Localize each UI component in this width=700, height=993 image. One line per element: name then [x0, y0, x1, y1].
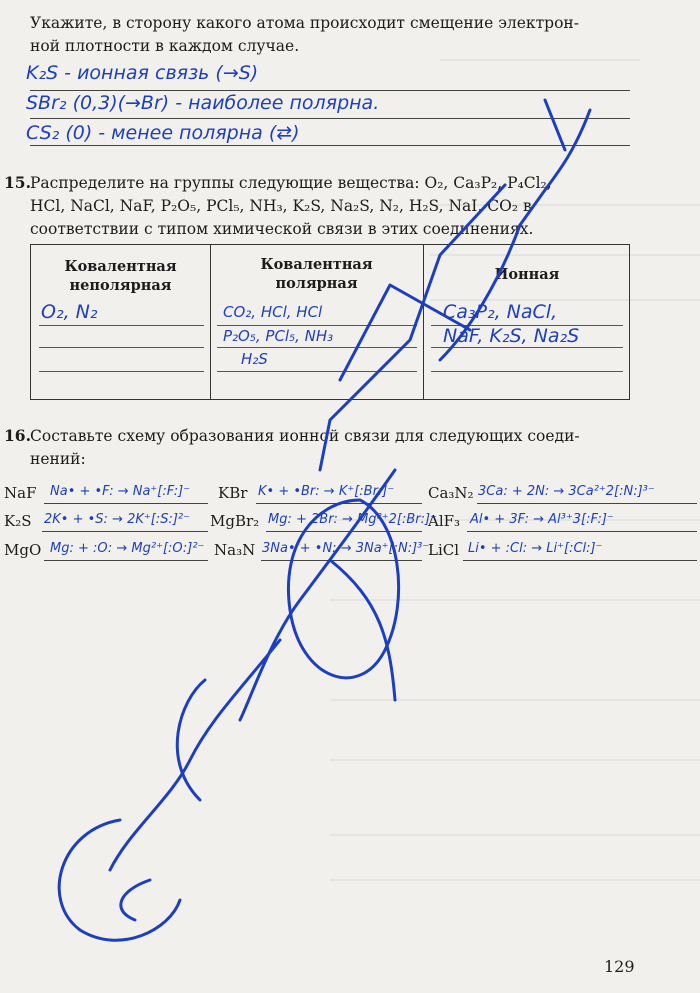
task-15-number: 15. — [4, 173, 31, 192]
task-16-number: 16. — [4, 426, 31, 445]
answer-line — [44, 560, 208, 561]
scheme-k2s: 2K• + •S: → 2K⁺[:S:]²⁻ — [44, 512, 190, 527]
task-15-line-1: Распределите на группы следующие вещества: O₂, Ca₃P₂, P₄Cl₂, — [30, 174, 552, 192]
handwritten-polar-1: CO₂, HCl, HCl — [223, 303, 323, 321]
scheme-kbr: K• + •Br: → K⁺[:Br:]⁻ — [258, 484, 395, 499]
handwritten-polar-2: P₂O₅, PCl₅, NH₃ — [223, 327, 334, 345]
handwritten-ionic-1: Ca₃P₂, NaCl, — [443, 301, 558, 323]
table-answer-line — [217, 325, 417, 326]
scheme-naf: Na• + •F: → Na⁺[:F:]⁻ — [50, 484, 191, 499]
formula-mgo: MgO — [4, 541, 42, 559]
task-15-line-3: соответствии с типом химической связи в этих соединениях. — [30, 220, 534, 238]
answer-line — [261, 560, 422, 561]
answer-line — [30, 145, 630, 146]
scheme-mgbr2: Mg: + 2Br: → Mg²⁺2[:Br:]⁻ — [268, 512, 437, 527]
table-answer-line — [217, 371, 417, 372]
table-header-ionic: Ионная — [494, 266, 560, 283]
classification-table — [30, 244, 630, 400]
formula-naf: NaF — [4, 484, 37, 502]
table-answer-line — [39, 347, 204, 348]
scheme-alf3: Al• + 3F: → Al³⁺3[:F:]⁻ — [470, 512, 614, 527]
answer-line — [42, 531, 208, 532]
table-answer-line — [217, 347, 417, 348]
table-header-nonpolar: Ковалентная неполярная — [64, 258, 177, 294]
formula-k2s: K₂S — [4, 512, 32, 530]
scheme-na3n: 3Na• + •N: → 3Na⁺[:N:]³⁻ — [262, 541, 430, 556]
answer-line — [30, 118, 630, 119]
intro-line-1: Укажите, в сторону какого атома происходит смещение электрон- — [30, 14, 579, 32]
table-answer-line — [431, 371, 623, 372]
scheme-licl: Li• + :Cl: → Li⁺[:Cl:]⁻ — [468, 541, 603, 556]
answer-line — [266, 531, 422, 532]
handwritten-answer-2: SBr₂ (0,3)(→Br) - наиболее полярна. — [26, 92, 380, 114]
formula-mgbr2: MgBr₂ — [210, 512, 260, 530]
answer-line — [463, 560, 697, 561]
handwritten-nonpolar: O₂, N₂ — [41, 301, 98, 323]
answer-line — [256, 503, 422, 504]
intro-line-2: ной плотности в каждом случае. — [30, 37, 300, 55]
handwritten-ionic-2: NaF, K₂S, Na₂S — [443, 325, 580, 347]
formula-kbr: KBr — [218, 484, 248, 502]
formula-licl: LiCl — [428, 541, 460, 559]
answer-line — [44, 503, 208, 504]
task-16-line-2: нений: — [30, 450, 86, 468]
formula-alf3: AlF₃ — [428, 512, 461, 530]
task-15-line-2: HCl, NaCl, NaF, P₂O₅, PCl₅, NH₃, K₂S, Na₂S, N₂, H₂S, NaI, CO₂ в — [30, 197, 532, 215]
table-answer-line — [39, 371, 204, 372]
table-answer-line — [431, 347, 623, 348]
page-number: 129 — [604, 957, 635, 976]
formula-na3n: Na₃N — [214, 541, 256, 559]
scheme-mgo: Mg: + :O: → Mg²⁺[:O:]²⁻ — [50, 541, 205, 556]
table-answer-line — [39, 325, 204, 326]
formula-ca3n2: Ca₃N₂ — [428, 484, 474, 502]
answer-line — [467, 531, 697, 532]
table-header-polar: Ковалентная полярная — [260, 256, 373, 292]
answer-line — [477, 503, 697, 504]
handwritten-polar-3: H₂S — [241, 350, 268, 368]
answer-line — [30, 90, 630, 91]
task-16-line-1: Составьте схему образования ионной связи для следующих соеди- — [30, 427, 580, 445]
handwritten-answer-1: K₂S - ионная связь (→S) — [26, 62, 259, 84]
scheme-ca3n2: 3Ca: + 2N: → 3Ca²⁺2[:N:]³⁻ — [478, 484, 655, 499]
handwritten-answer-3: CS₂ (0) - менее полярна (⇄) — [26, 122, 300, 144]
